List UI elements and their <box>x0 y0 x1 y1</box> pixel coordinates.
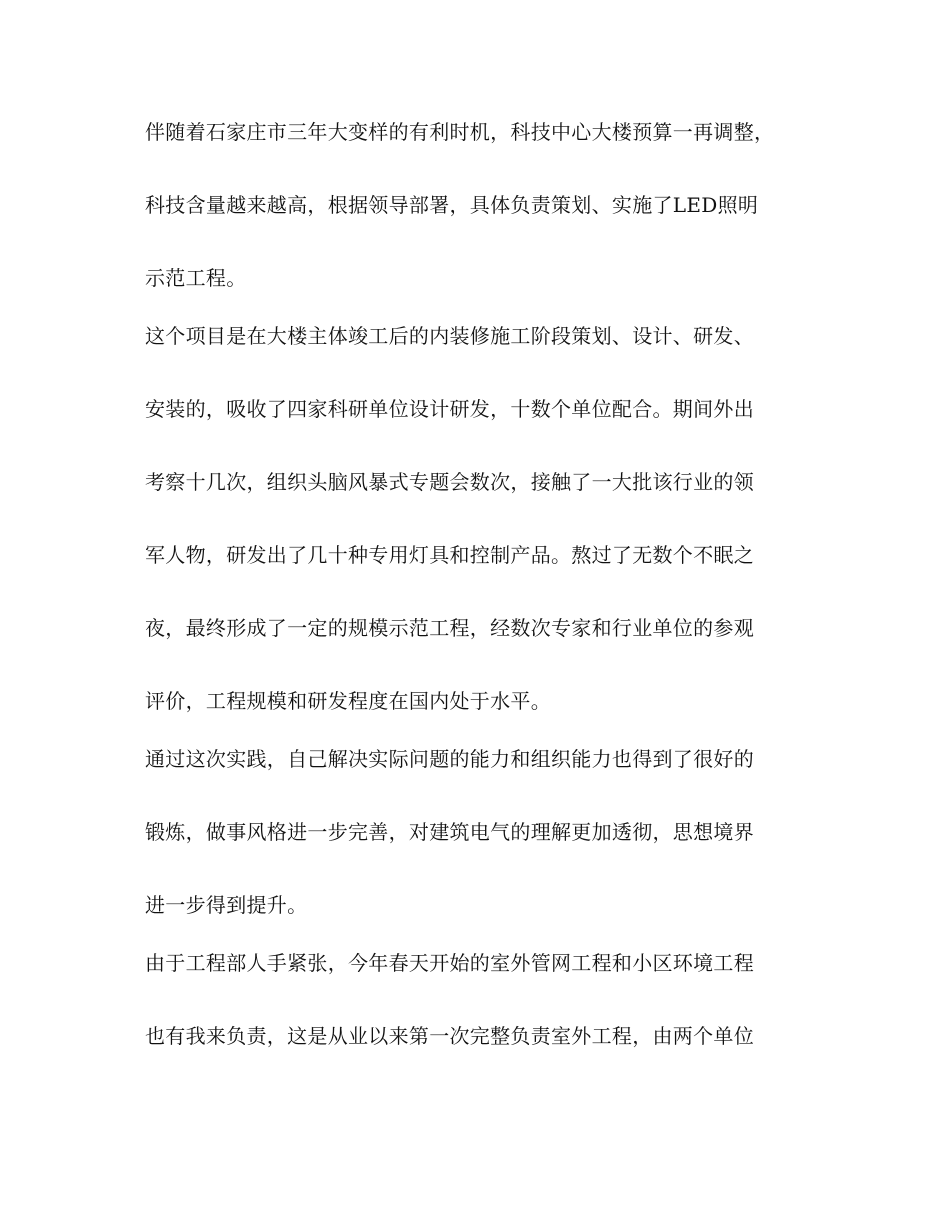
text-line: 锻炼，做事风格进一步完善，对建筑电气的理解更加透彻，思想境界 <box>145 820 754 844</box>
text-line: 通过这次实践，自己解决实际问题的能力和组织能力也得到了很好的 <box>145 747 754 771</box>
text-line: 夜，最终形成了一定的规模示范工程，经数次专家和行业单位的参观 <box>145 616 754 640</box>
text-line: 进一步得到提升。 <box>145 893 308 917</box>
text-line: 评价，工程规模和研发程度在国内处于水平。 <box>145 689 551 713</box>
text-line: 科技含量越来越高，根据领导部署，具体负责策划、实施了LED照明 <box>145 193 759 217</box>
text-line: 考察十几次，组织头脑风暴式专题会数次，接触了一大批该行业的领 <box>145 470 754 494</box>
text-line: 这个项目是在大楼主体竣工后的内装修施工阶段策划、设计、研发、 <box>145 324 754 348</box>
document-body <box>145 120 810 1086</box>
text-line: 示范工程。 <box>145 266 247 290</box>
text-line: 军人物，研发出了几十种专用灯具和控制产品。熬过了无数个不眠之 <box>145 543 754 567</box>
text-line: 伴随着石家庄市三年大变样的有利时机，科技中心大楼预算一再调整， <box>145 120 775 144</box>
text-line: 由于工程部人手紧张，今年春天开始的室外管网工程和小区环境工程 <box>145 951 754 975</box>
text-line: 也有我来负责，这是从业以来第一次完整负责室外工程，由两个单位 <box>145 1024 754 1048</box>
text-line: 安装的，吸收了四家科研单位设计研发，十数个单位配合。期间外出 <box>145 397 754 421</box>
